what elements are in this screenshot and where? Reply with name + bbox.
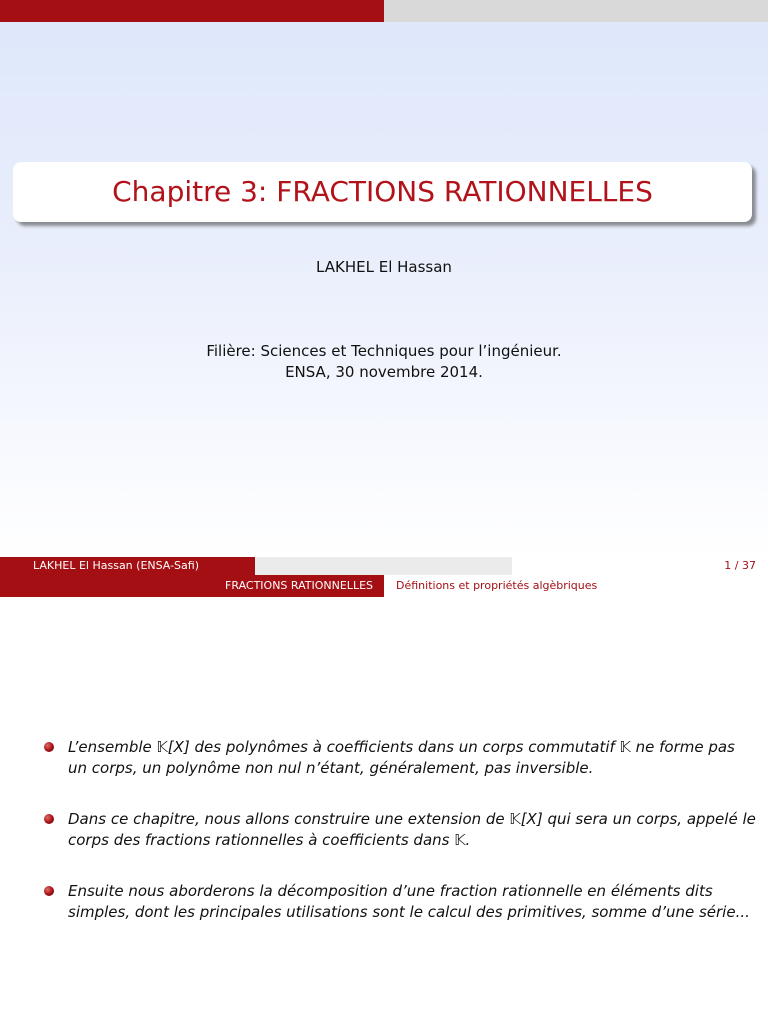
bullet-list <box>44 737 756 953</box>
bullet-text: Dans ce chapitre, nous allons construire une extension de 𝕂[X] qui sera un corps, appelé le corps des fractions rationnelles à coefficients dans 𝕂. <box>68 810 756 849</box>
bullet-icon <box>44 742 54 752</box>
bullet-text: L’ensemble 𝕂[X] des polynômes à coefficients dans un corps commutatif 𝕂 ne forme pas un corps, un polynôme non nul n’étant, généralement, pas inversible. <box>68 738 735 777</box>
title-box <box>13 162 752 222</box>
top-progress-track <box>384 0 768 22</box>
footer-author: LAKHEL El Hassan (ENSA-Safi) <box>0 557 255 575</box>
bullet-item <box>44 809 756 851</box>
bullet-text: Ensuite nous aborderons la décomposition d’une fraction rationnelle en éléments dits simples, dont les principales utilisations sont le calcul des primitives, somme d’une série... <box>68 882 750 921</box>
bullet-icon <box>44 814 54 824</box>
page-number: 1 / 37 <box>724 559 756 572</box>
nav-subsection[interactable]: Définitions et propriétés algèbriques <box>396 579 598 592</box>
bullet-item <box>44 737 756 779</box>
footer-middle-bar <box>255 557 512 575</box>
slide-title: Chapitre 3: FRACTIONS RATIONNELLES <box>112 175 653 208</box>
top-progress-bar <box>0 0 384 22</box>
nav-section-current[interactable]: FRACTIONS RATIONNELLES <box>0 575 384 597</box>
content-slide <box>0 575 768 1024</box>
bullet-icon <box>44 886 54 896</box>
section-navigation <box>0 575 768 597</box>
slide-footer <box>0 557 768 575</box>
author-name: LAKHEL El Hassan <box>316 258 452 276</box>
date-text: ENSA, 30 novembre 2014. <box>285 363 483 381</box>
bullet-item <box>44 881 756 923</box>
filiere-text: Filière: Sciences et Techniques pour l’ingénieur. <box>206 342 562 360</box>
